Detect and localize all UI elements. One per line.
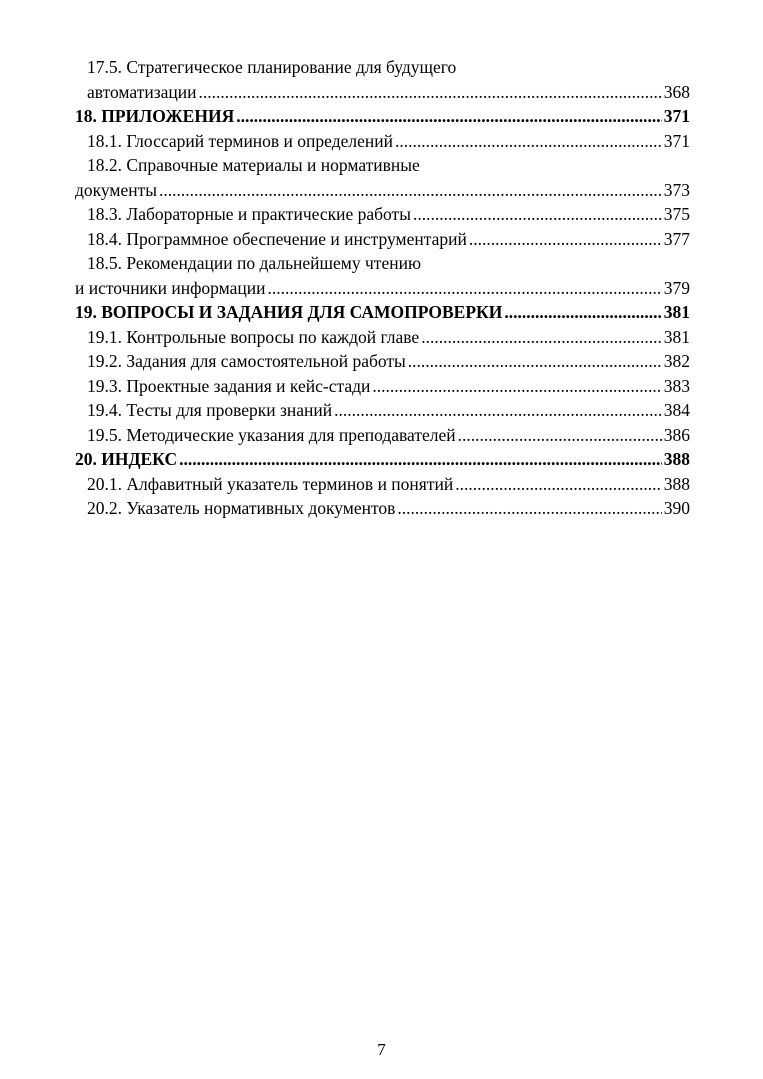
toc-title: 18.3. Лабораторные и практические работы: [87, 204, 411, 224]
toc-line: [75, 447, 690, 472]
toc-section-entry: [75, 202, 690, 227]
dot-leader: [408, 349, 662, 374]
toc-title: 19.3. Проектные задания и кейс-стади: [87, 375, 371, 396]
toc-title: и источники информации: [75, 277, 266, 298]
toc-title: автоматизации: [87, 81, 197, 102]
toc-page-number: 381: [663, 326, 690, 347]
dot-leader: [504, 300, 661, 325]
toc-title: документы: [75, 179, 158, 200]
dot-leader: [455, 472, 662, 497]
toc-page-number: 384: [663, 400, 690, 420]
toc-section-entry: [75, 398, 690, 423]
dot-leader: [236, 104, 662, 129]
dot-leader: [397, 496, 661, 521]
dot-leader: [179, 447, 662, 472]
toc-line: [75, 178, 690, 203]
toc-line: [87, 349, 690, 374]
toc-chapter-entry: [75, 300, 690, 325]
dot-leader: [413, 202, 662, 227]
toc-page-number: 377: [663, 228, 690, 249]
toc-page-number: 386: [663, 424, 690, 445]
dot-leader: [458, 423, 662, 448]
toc-section-entry: [75, 374, 690, 399]
toc-title: 20. ИНДЕКС: [75, 449, 178, 469]
toc-page-number: 375: [663, 204, 690, 224]
toc-line: [87, 472, 690, 497]
toc-title: 18.2. Справочные материалы и нормативные: [87, 155, 420, 175]
dot-leader: [469, 227, 662, 252]
toc-section-entry: [75, 227, 690, 252]
toc-line: [87, 374, 690, 399]
toc-section-entry: [75, 472, 690, 497]
toc-chapter-entry: [75, 104, 690, 129]
toc-page-number: 368: [663, 81, 690, 102]
dot-leader: [421, 325, 662, 350]
toc-title: 19.1. Контрольные вопросы по каждой главе: [87, 326, 420, 347]
toc-title: 17.5. Стратегическое планирование для будущего: [87, 57, 457, 77]
toc-title: 20.2. Указатель нормативных документов: [87, 498, 396, 518]
toc-title-line: [87, 153, 690, 178]
toc-line: [87, 227, 690, 252]
toc-title: 18.5. Рекомендации по дальнейшему чтению: [87, 253, 422, 273]
toc-section-entry: [75, 251, 690, 300]
toc-page-number: 379: [663, 277, 690, 298]
toc-page-number: 383: [663, 375, 690, 396]
toc-title: 18.1. Глоссарий терминов и определений: [87, 130, 393, 151]
toc-title: 19.2. Задания для самостоятельной работы: [87, 351, 406, 371]
toc-section-entry: [75, 129, 690, 154]
table-of-contents: [75, 55, 690, 521]
toc-section-entry: [75, 55, 690, 104]
dot-leader: [159, 178, 662, 203]
toc-section-entry: [75, 325, 690, 350]
toc-title: 20.1. Алфавитный указатель терминов и понятий: [87, 473, 454, 494]
toc-section-entry: [75, 423, 690, 448]
toc-page-number: 390: [663, 498, 690, 518]
toc-line: [87, 202, 690, 227]
toc-page-number: 388: [663, 473, 690, 494]
dot-leader: [395, 129, 662, 154]
dot-leader: [372, 374, 661, 399]
toc-line: [87, 129, 690, 154]
dot-leader: [334, 398, 662, 423]
toc-page-number: 373: [663, 179, 690, 200]
toc-section-entry: [75, 496, 690, 521]
dot-leader: [199, 80, 662, 105]
toc-title: 19.5. Методические указания для преподавателей: [87, 424, 456, 445]
toc-line: [75, 104, 690, 129]
toc-section-entry: [75, 349, 690, 374]
dot-leader: [267, 276, 661, 301]
toc-title-line: [87, 55, 690, 80]
toc-page-number: 371: [663, 106, 690, 126]
toc-line: [87, 398, 690, 423]
toc-title-line: [87, 251, 690, 276]
toc-title: 18.4. Программное обеспечение и инструментарий: [87, 228, 467, 249]
toc-line: [87, 423, 690, 448]
toc-page-number: 381: [663, 302, 690, 322]
toc-page-number: 382: [663, 351, 690, 371]
toc-line: [87, 80, 690, 105]
toc-title: 19. ВОПРОСЫ И ЗАДАНИЯ ДЛЯ САМОПРОВЕРКИ: [75, 302, 503, 322]
toc-line: [75, 276, 690, 301]
toc-line: [87, 325, 690, 350]
toc-page-number: 388: [663, 449, 690, 469]
toc-section-entry: [75, 153, 690, 202]
toc-title: 19.4. Тесты для проверки знаний: [87, 400, 333, 420]
toc-title: 18. ПРИЛОЖЕНИЯ: [75, 106, 235, 126]
toc-line: [87, 496, 690, 521]
page-number: 7: [377, 1040, 386, 1059]
toc-line: [75, 300, 690, 325]
toc-page-number: 371: [663, 130, 690, 151]
toc-chapter-entry: [75, 447, 690, 472]
